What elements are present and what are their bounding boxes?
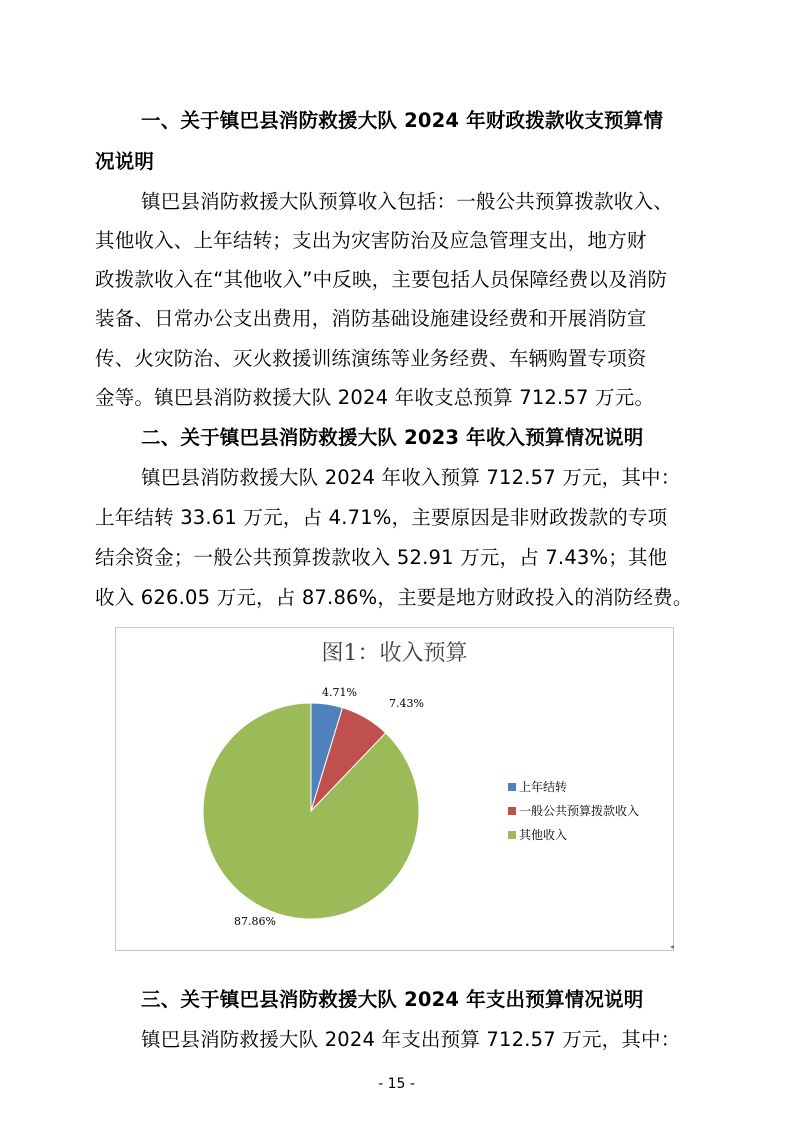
section1-para-line: 传、火灾防治、灭火救援训练演练等业务经费、车辆购置专项资 [95, 347, 647, 370]
chart-corner-mark: ◂ [670, 942, 675, 951]
pie-data-label-2: 7.43% [389, 697, 424, 710]
section1-para-line: 其他收入、上年结转；支出为灾害防治及应急管理支出，地方财 [95, 229, 647, 252]
section1-para-line: 金等。镇巴县消防救援大队 2024 年收支总预算 712.57 万元。 [95, 386, 655, 409]
chart-legend [508, 780, 639, 852]
section2-para-line: 收入 626.05 万元，占 87.86%，主要是地方财政投入的消防经费。 [95, 586, 693, 609]
section2-para-line: 结余资金；一般公共预算拨款收入 52.91 万元，占 7.43%；其他 [95, 546, 668, 569]
legend-item [508, 780, 639, 804]
section1-para-line: 政拨款收入在“其他收入”中反映，主要包括人员保障经费以及消防 [95, 268, 668, 291]
pie-data-label-1: 4.71% [322, 686, 357, 699]
legend-swatch [508, 783, 516, 791]
legend-label: 其他收入 [519, 828, 568, 842]
section2-para-line: 上年结转 33.61 万元，占 4.71%，主要原因是非财政拨款的专项 [95, 506, 668, 529]
section3-heading: 三、关于镇巴县消防救援大队 2024 年支出预算情况说明 [141, 988, 644, 1011]
section1-para-line: 装备、日常办公支出费用，消防基础设施建设经费和开展消防宣 [95, 307, 647, 330]
legend-swatch [508, 831, 516, 839]
section3-para-line: 镇巴县消防救援大队 2024 年支出预算 712.57 万元，其中： [141, 1028, 681, 1051]
page-number: - 15 - [378, 1076, 415, 1092]
legend-item [508, 804, 639, 828]
section2-para-line: 镇巴县消防救援大队 2024 年收入预算 712.57 万元，其中： [141, 466, 681, 489]
pie-chart-figure [115, 627, 674, 951]
section1-heading-line2: 况说明 [95, 150, 155, 173]
pie-data-label-3: 87.86% [234, 915, 276, 928]
pie-slice-3 [203, 703, 419, 919]
section1-heading-line1: 一、关于镇巴县消防救援大队 2024 年财政拨款收支预算情 [141, 109, 664, 132]
legend-label: 上年结转 [519, 780, 568, 794]
chart-title: 图1：收入预算 [321, 641, 468, 666]
section1-para-line: 镇巴县消防救援大队预算收入包括：一般公共预算拨款收入、 [141, 190, 673, 213]
legend-item [508, 828, 639, 852]
legend-swatch [508, 807, 516, 815]
legend-label: 一般公共预算拨款收入 [519, 804, 640, 818]
section2-heading: 二、关于镇巴县消防救援大队 2023 年收入预算情况说明 [141, 426, 644, 449]
